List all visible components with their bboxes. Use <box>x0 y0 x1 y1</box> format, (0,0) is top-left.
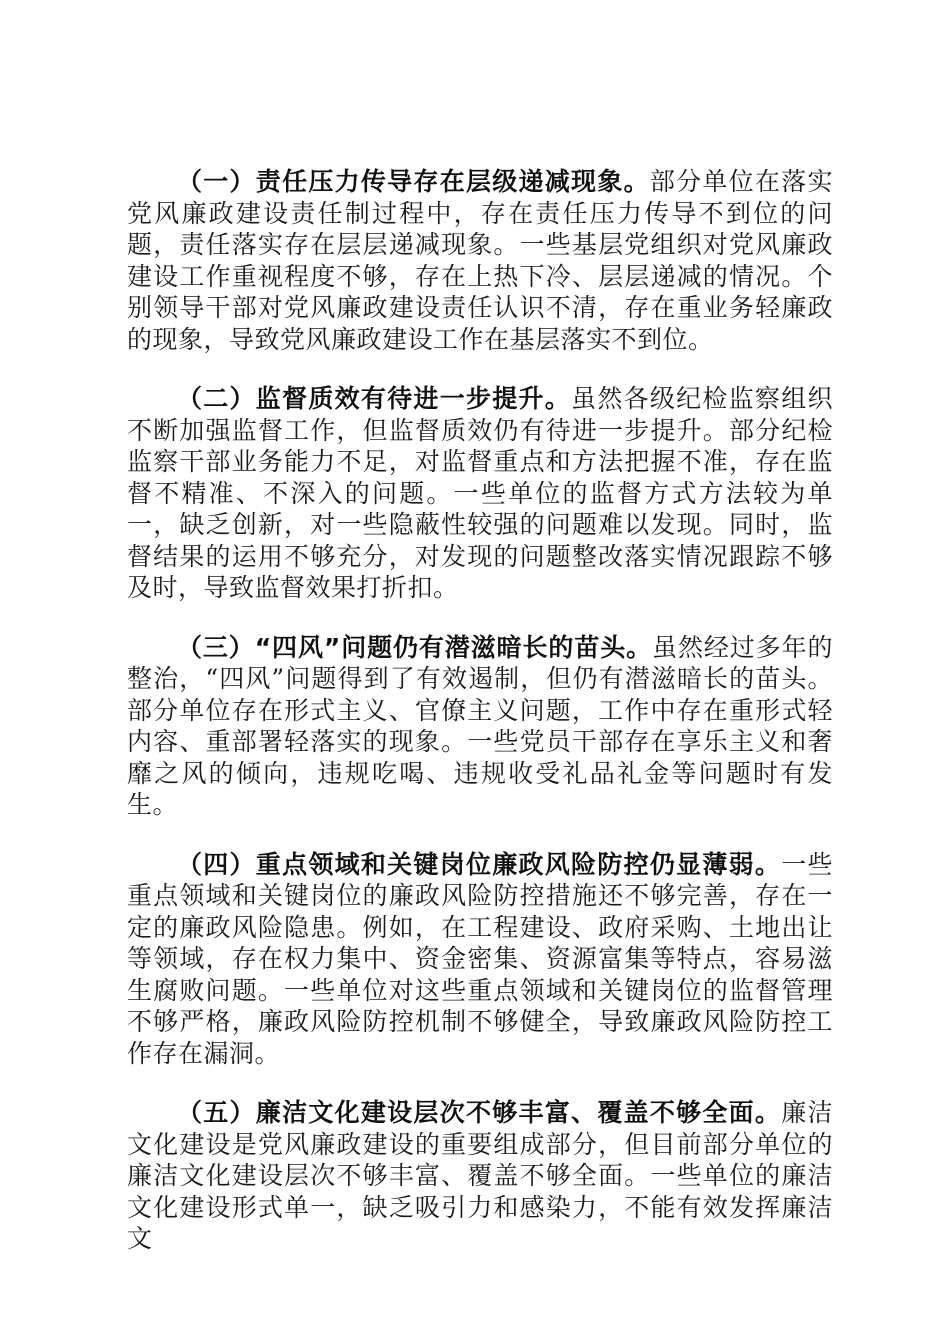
paragraph-text: 虽然各级纪检监察组织不断加强监督工作，但监督质效仍有待进一步提升。部分纪检监察干部业务能力不足，对监督重点和方法把握不准，存在监督不精准、不深入的问题。一些单位的监督方式方法较为单一，缺乏创新，对一些隐蔽性较强的问题难以发现。同时，监督结果的运用不够充分，对发现的问题整改落实情况跟踪不够及时，导致监督效果打折扣。 <box>127 384 833 602</box>
paragraph-1 <box>127 166 833 355</box>
paragraph-2 <box>127 383 833 604</box>
paragraph-text: 廉洁文化建设是党风廉政建设的重要组成部分，但目前部分单位的廉洁文化建设层次不够丰富、覆盖不够全面。一些单位的廉洁文化建设形式单一，缺乏吸引力和感染力，不能有效发挥廉洁文 <box>127 1098 833 1253</box>
paragraph-3 <box>127 632 833 821</box>
paragraph-4 <box>127 849 833 1070</box>
paragraph-heading: （四）重点领域和关键岗位廉政风险防控仍显薄弱。 <box>177 849 782 879</box>
document-body <box>127 166 833 1283</box>
paragraph-heading: （一）责任压力传导存在层级递减现象。 <box>177 167 650 196</box>
paragraph-heading: （三）“四风”问题仍有潜滋暗长的苗头。 <box>177 632 653 662</box>
paragraph-heading: （五）廉洁文化建设层次不够丰富、覆盖不够全面。 <box>177 1098 782 1127</box>
paragraph-5 <box>127 1097 833 1255</box>
paragraph-heading: （二）监督质效有待进一步提升。 <box>177 384 572 413</box>
paragraph-text: 一些重点领域和关键岗位的廉政风险防控措施还不够完善，存在一定的廉政风险隐患。例如，在工程建设、政府采购、土地出让等领域，存在权力集中、资金密集、资源富集等特点，容易滋生腐败问题。一些单位对这些重点领域和关键岗位的监督管理不够严格，廉政风险防控机制不够健全，导致廉政风险防控工作存在漏洞。 <box>127 849 833 1068</box>
paragraph-text: 部分单位在落实党风廉政建设责任制过程中，存在责任压力传导不到位的问题，责任落实存在层层递减现象。一些基层党组织对党风廉政建设工作重视程度不够，存在上热下冷、层层递减的情况。个别领导干部对党风廉政建设责任认识不清，存在重业务轻廉政的现象，导致党风廉政建设工作在基层落实不到位。 <box>127 167 833 354</box>
paragraph-text: 虽然经过多年的整治，“四风”问题得到了有效遏制，但仍有潜滋暗长的苗头。部分单位存在形式主义、官僚主义问题，工作中存在重形式轻内容、重部署轻落实的现象。一些党员干部存在享乐主义和奢靡之风的倾向，违规吃喝、违规收受礼品礼金等问题时有发生。 <box>127 632 833 819</box>
